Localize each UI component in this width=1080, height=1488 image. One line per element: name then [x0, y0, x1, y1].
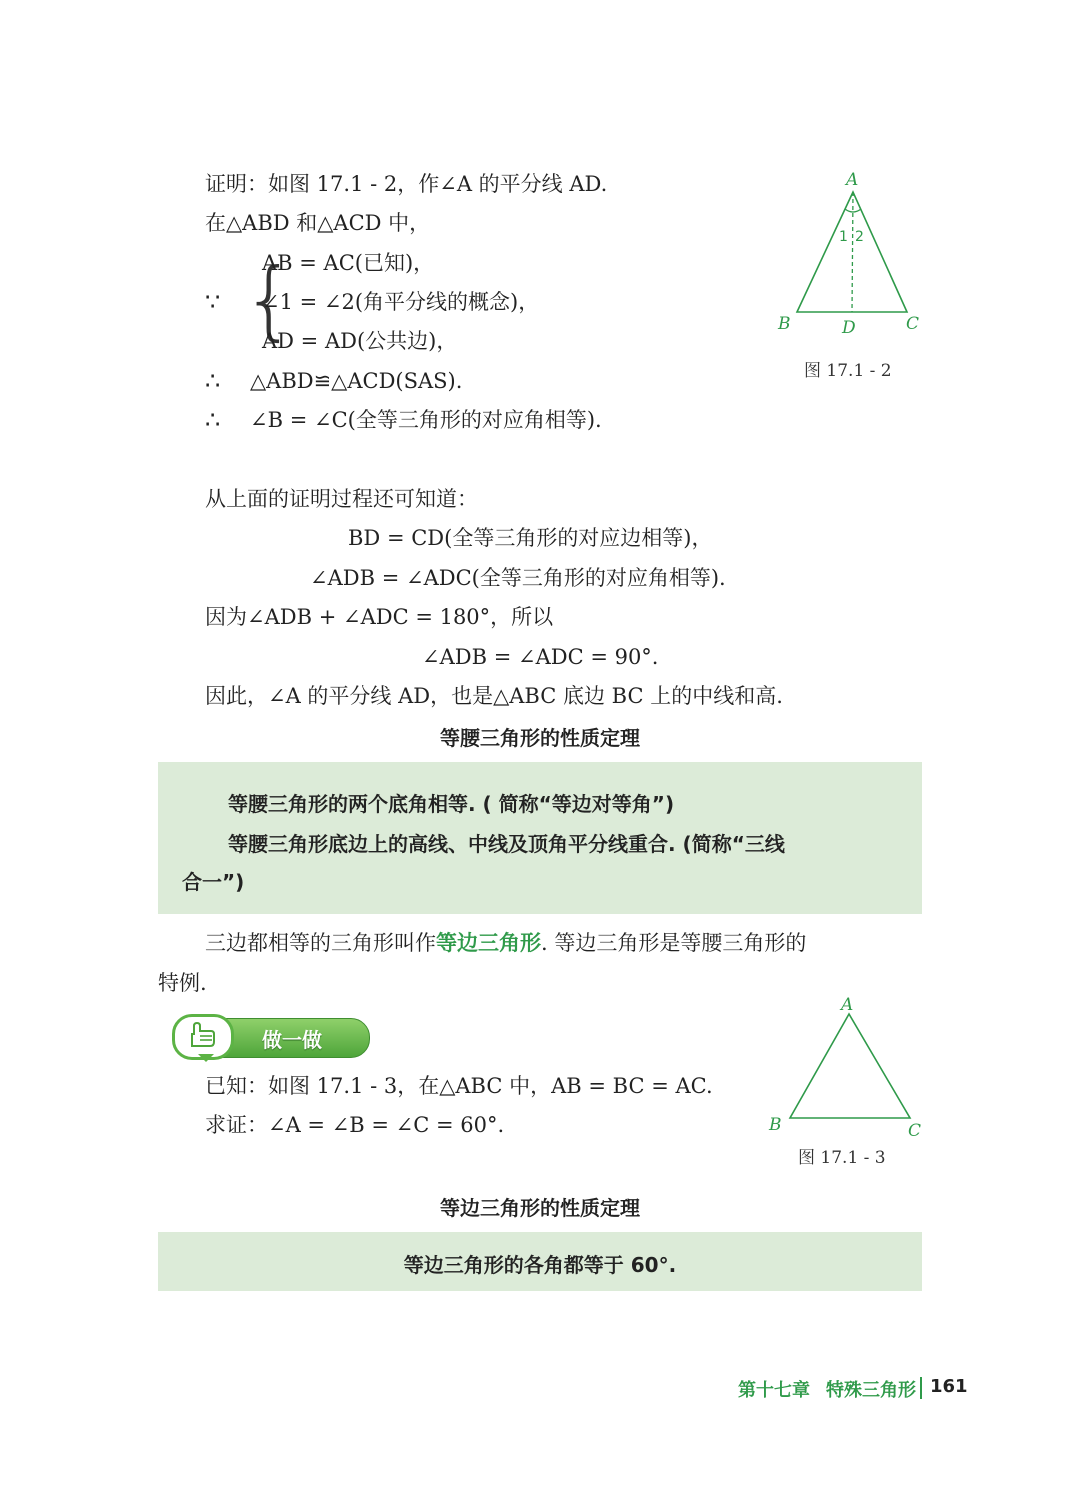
fig2-label-c: C	[908, 1121, 922, 1140]
equilateral-post: . 等边三角形是等腰三角形的	[541, 931, 807, 955]
figure-caption-2: 图 17.1 - 3	[798, 1148, 886, 1168]
equilateral-line-1	[205, 929, 806, 957]
proof-line-7: ∠B = ∠C(全等三角形的对应角相等).	[250, 408, 602, 432]
further-line-4: 因为∠ADB + ∠ADC = 180°，所以	[205, 605, 554, 629]
equilateral-line-2: 特例.	[158, 971, 207, 995]
footer-title: 特殊三角形	[826, 1380, 916, 1401]
activity-badge	[158, 1014, 370, 1060]
footer-divider	[920, 1377, 922, 1399]
fig1-label-d: D	[842, 318, 856, 338]
theorem2-heading: 等边三角形的性质定理	[440, 1196, 640, 1220]
fig1-angle-1: 1	[839, 229, 848, 245]
proof-line-2: 在△ABD 和△ACD 中，	[205, 211, 431, 235]
theorem1-line-3: 合一”)	[182, 870, 245, 894]
equilateral-term: 等边三角形	[436, 931, 541, 955]
footer-chapter: 第十七章	[738, 1380, 810, 1401]
badge-pointer	[198, 1054, 214, 1062]
condition-1: AB = AC(已知)，	[262, 251, 435, 275]
theorem1-line-2: 等腰三角形底边上的高线、中线及顶角平分线重合. (简称“三线	[228, 832, 785, 856]
hand-icon	[186, 1020, 218, 1050]
figure-17-1-3	[760, 990, 930, 1140]
figure-17-1-2	[760, 165, 940, 345]
further-line-1: 从上面的证明过程还可知道：	[205, 487, 478, 511]
page-number: 161	[930, 1376, 968, 1397]
further-line-3: ∠ADB = ∠ADC(全等三角形的对应角相等).	[310, 566, 726, 590]
proof-line-1: 证明：如图 17.1 - 2，作∠A 的平分线 AD.	[205, 172, 608, 196]
theorem2-line-1: 等边三角形的各角都等于 60°.	[403, 1253, 677, 1277]
equilateral-pre: 三边都相等的三角形叫作	[205, 931, 436, 955]
fig2-label-a: A	[841, 995, 854, 1015]
proof-line-6: △ABD≌△ACD(SAS).	[250, 369, 463, 393]
fig2-label-b: B	[769, 1115, 782, 1135]
theorem1-line-1: 等腰三角形的两个底角相等. ( 简称“等边对等角”)	[228, 792, 675, 816]
theorem2-box	[158, 1232, 922, 1291]
therefore-symbol-2: ∴	[205, 406, 221, 434]
further-line-2: BD = CD(全等三角形的对应边相等)，	[348, 526, 713, 550]
condition-2: ∠1 = ∠2(角平分线的概念)，	[262, 290, 540, 314]
activity-label: 做一做	[262, 1028, 322, 1052]
theorem1-heading: 等腰三角形的性质定理	[440, 726, 640, 750]
fig1-label-c: C	[906, 314, 920, 334]
further-line-5: ∠ADB = ∠ADC = 90°.	[422, 645, 659, 669]
activity-line-1: 已知：如图 17.1 - 3，在△ABC 中，AB = BC = AC.	[205, 1074, 713, 1098]
because-symbol: ∵	[205, 288, 221, 316]
theorem1-box	[158, 762, 922, 914]
condition-brace: {	[242, 250, 297, 350]
condition-3: AD = AD(公共边)，	[262, 329, 458, 353]
activity-line-2: 求证：∠A = ∠B = ∠C = 60°.	[205, 1113, 505, 1137]
fig1-angle-2: 2	[855, 229, 864, 245]
fig1-label-b: B	[778, 314, 791, 334]
figure-caption-1: 图 17.1 - 2	[804, 361, 892, 381]
therefore-symbol-1: ∴	[205, 367, 221, 395]
fig1-label-a: A	[846, 170, 859, 190]
further-line-6: 因此，∠A 的平分线 AD，也是△ABC 底边 BC 上的中线和高.	[205, 684, 783, 708]
